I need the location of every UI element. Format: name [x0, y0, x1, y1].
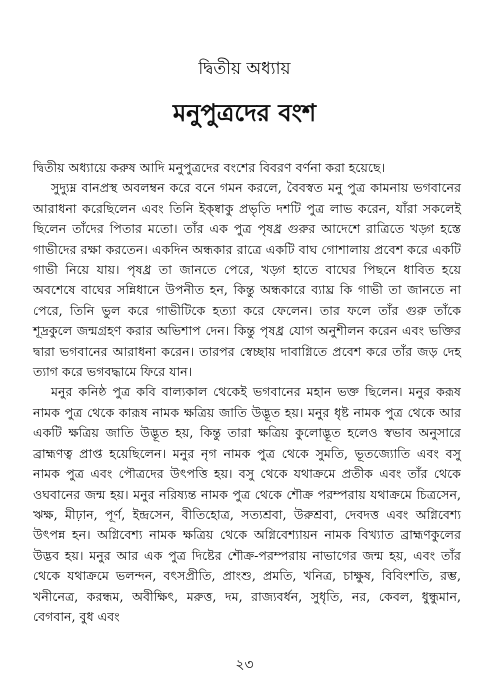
chapter-label: দ্বিতীয় অধ্যায় — [198, 59, 291, 79]
page-number: ২৩ — [235, 657, 254, 673]
paragraph-manu-sons: মনুর কনিষ্ঠ পুত্র কবি বাল্যকাল থেকেই ভগবানের মহান ভক্ত ছিলেন। মনুর করূষ নামক পুত্র থেকে কারূষ নামক ক্ষত্রিয় জাতি উদ্ভূত হয়। মনুর ধৃষ্ট নামক পুত্র থেকে আর একটি ক্ষত্রিয় জাতি উদ্ভূত হয়, কিন্তু তারা ক্ষত্রিয় কুলোদ্ভূত হলেও স্বভাব অনুসারে ব্রাহ্মণত্ব প্রাপ্ত হয়েছিলেন। মনুর নৃগ নামক পুত্র থেকে সুমতি, ভূতজ্যোতি এবং বসু নামক পুত্র এবং পৌত্রদের উৎপত্তি হয়। বসু থেকে যথাক্রমে প্রতীক এবং তাঁর থেকে ওঘবানের জন্ম হয়। মনুর নরিষ্যন্ত নামক পুত্র থেকে শৌক্র পরম্পরায় যথাক্রমে চিত্রসেন, ঋক্ষ, মীঢ়ান, পূর্ণ, ইন্দ্রসেন, বীতিহোত্র, সত্যশ্রবা, উরুশ্রবা, দেবদত্ত এবং অগ্নিবেশ্য উৎপন্ন হন। অগ্নিবেশ্য নামক ক্ষত্রিয় থেকে অগ্নিবেশ্যায়ন নামক বিখ্যাত ব্রাহ্মণকুলের উদ্ভব হয়। মনুর আর এক পুত্র দিষ্টের শৌক্র-পরম্পরায় নাভাগের জন্ম হয়, এবং তাঁর থেকে যথাক্রমে ভলন্দন, বৎসপ্রীতি, প্রাংশু, প্রমতি, খনিত্র, চাক্ষুষ, বিবিংশতি, রম্ভ, খনীনেত্র, করন্ধম, অবীক্ষিৎ, মরুত্ত, দম, রাজ্যবর্ধন, সুধৃতি, নর, কেবল, ধুন্ধুমান, বেগবান, বুধ এবং — [33, 384, 461, 624]
paragraph-summary: দ্বিতীয় অধ্যায়ে করুষ আদি মনুপুত্রদের বংশের বিবরণ বর্ণনা করা হয়েছে। — [33, 160, 386, 175]
chapter-body — [33, 158, 461, 627]
chapter-title: মনুপুত্রদের বংশ — [172, 98, 317, 127]
paragraph-sudyumna: সুদ্যুম্ন বানপ্রস্থ অবলম্বন করে বনে গমন করলে, বৈবস্বত মনু পুত্র কামনায় ভগবানের আরাধনা করেছিলেন এবং তিনি ইক্ষ্বাকু প্রভৃতি দশটি পুত্র লাভ করেন, যাঁরা সকলেই ছিলেন তাঁদের পিতার মতো। তাঁর এক পুত্র পৃষধ্র গুরুর আদেশে রাত্রিতে খড়্গ হস্তে গাভীদের রক্ষা করতেন। একদিন অন্ধকার রাত্রে একটি বাঘ গোশালায় প্রবেশ করে একটি গাভী নিয়ে যায়। পৃষধ্র তা জানতে পেরে, খড়্গ হাতে বাঘের পিছনে ধাবিত হয়ে অবশেষে বাঘের সন্নিধানে উপনীত হন, কিন্তু অন্ধকারে ব্যাঘ্র কি গাভী তা জানতে না পেরে, তিনি ভুল করে গাভীটিকে হত্যা করে ফেলেন। তার ফলে তাঁর গুরু তাঁকে শূদ্রকুলে জন্মগ্রহণ করার অভিশাপ দেন। কিন্তু পৃষধ্র যোগ অনুশীলন করেন এবং ভক্তির দ্বারা ভগবানের আরাধনা করেন। তারপর স্বেচ্ছায় দাবাগ্নিতে প্রবেশ করে তাঁর জড় দেহ ত্যাগ করে ভগবদ্ধামে ফিরে যান। — [33, 180, 461, 380]
